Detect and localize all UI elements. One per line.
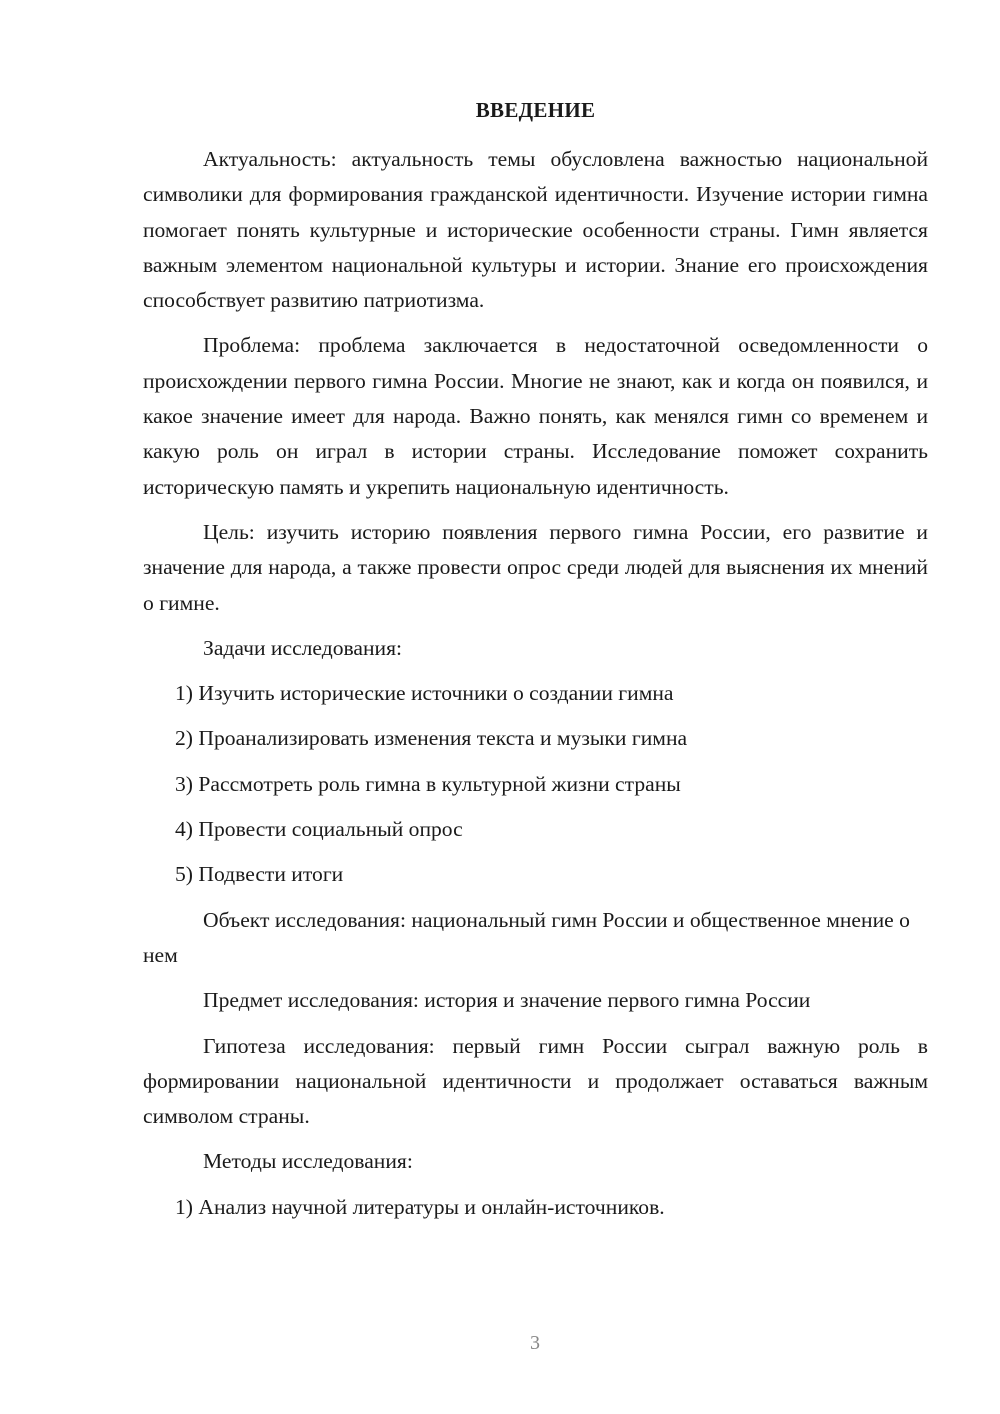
page-number: 3 bbox=[530, 1332, 540, 1354]
section-title: ВВЕДЕНИЕ bbox=[475, 98, 596, 122]
paragraph-hypothesis: Гипотеза исследования: первый гимн России сыграл важную роль в формировании национальной идентичности и продолжает оставаться важным символом страны. bbox=[143, 1033, 928, 1129]
document-page bbox=[143, 92, 928, 1235]
methods-heading: Методы исследования: bbox=[203, 1149, 413, 1174]
paragraph-object: Объект исследования: национальный гимн России и общественное мнение о нем bbox=[143, 907, 910, 967]
paragraph-relevance: Актуальность: актуальность темы обусловлена важностью национальной символики для формирования гражданской идентичности. Изучение истории гимна помогает понять культурные и исторические особенности страны. Гимн является важным элементом национальной культуры и истории. Знание его происхождения способствует развитию патриотизма. bbox=[143, 147, 928, 313]
paragraph-goal: Цель: изучить историю появления первого гимна России, его развитие и значение для народа, а также провести опрос среди людей для выяснения их мнений о гимне. bbox=[143, 519, 928, 615]
task-item-4: 4) Провести социальный опрос bbox=[175, 817, 463, 842]
task-item-1: 1) Изучить исторические источники о создании гимна bbox=[175, 681, 674, 706]
task-item-2: 2) Проанализировать изменения текста и музыки гимна bbox=[175, 726, 688, 751]
paragraph-subject: Предмет исследования: история и значение первого гимна России bbox=[203, 988, 811, 1013]
method-item-1: 1) Анализ научной литературы и онлайн-источников. bbox=[175, 1194, 665, 1219]
tasks-heading: Задачи исследования: bbox=[203, 635, 403, 660]
task-item-3: 3) Рассмотреть роль гимна в культурной жизни страны bbox=[175, 771, 681, 796]
paragraph-problem: Проблема: проблема заключается в недостаточной осведомленности о происхождении первого гимна России. Многие не знают, как и когда он появился, и какое значение имеет для народа. Важно понять, как менялся гимн со временем и какую роль он играл в истории страны. Исследование поможет сохранить историческую память и укрепить национальную идентичность. bbox=[143, 333, 928, 499]
task-item-5: 5) Подвести итоги bbox=[175, 862, 344, 887]
